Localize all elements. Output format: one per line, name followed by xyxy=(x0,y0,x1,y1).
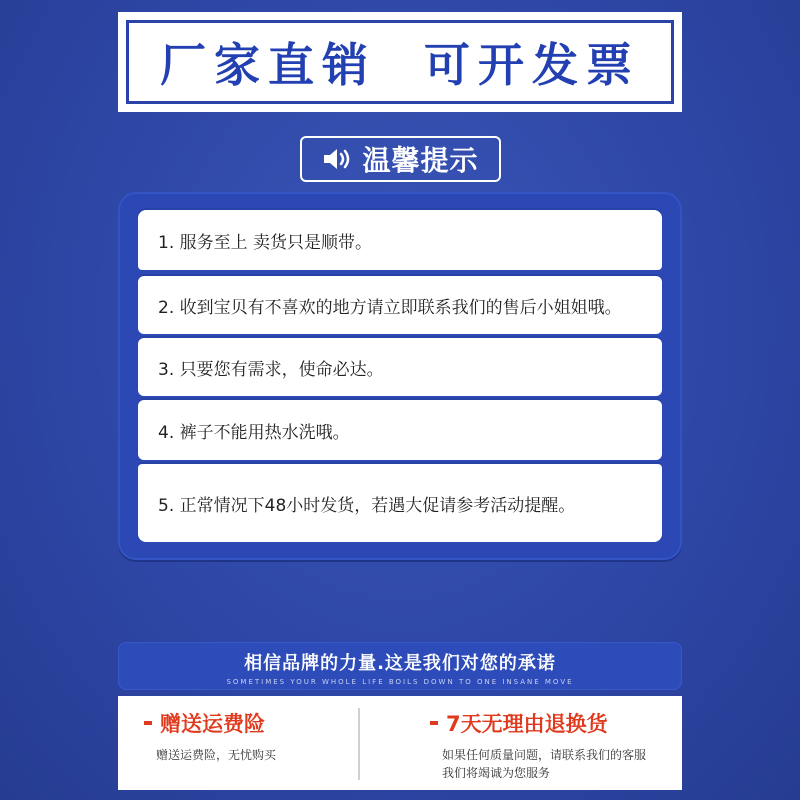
guarantee-returns xyxy=(396,696,682,790)
header-banner-frame xyxy=(126,20,674,104)
guarantee-line: 如果任何质量问题，请联系我们的客服 xyxy=(442,748,647,762)
guarantee-section xyxy=(118,696,682,790)
guarantee-title: 赠送运费险 xyxy=(160,712,265,736)
guarantee-shipping-insurance xyxy=(118,696,396,790)
header-banner-text: 厂家直销 可开发票 xyxy=(159,38,641,92)
notice-item: 4. 裤子不能用热水洗哦。 xyxy=(138,400,662,460)
promise-bar xyxy=(118,642,682,690)
notice-item: 1. 服务至上 卖货只是顺带。 xyxy=(138,210,662,270)
tip-header xyxy=(300,136,501,182)
bullet-icon xyxy=(430,721,438,725)
promise-title: 相信品牌的力量.这是我们对您的承诺 xyxy=(244,653,556,674)
tip-title: 温馨提示 xyxy=(362,144,479,177)
speaker-icon xyxy=(322,147,356,171)
promise-subtitle: SOMETIMES YOUR WHOLE LIFE BOILS DOWN TO ONE INSANE MOVE xyxy=(226,678,574,686)
guarantee-description xyxy=(430,746,682,782)
guarantee-title: 7天无理由退换货 xyxy=(446,712,608,736)
bullet-icon xyxy=(144,721,152,725)
header-banner xyxy=(118,12,682,112)
guarantee-line: 赠送运费险，无忧购买 xyxy=(156,748,277,762)
divider xyxy=(358,708,360,780)
notice-panel xyxy=(118,192,682,560)
guarantee-line: 我们将竭诚为您服务 xyxy=(442,766,551,780)
notice-item: 5. 正常情况下48小时发货，若遇大促请参考活动提醒。 xyxy=(138,464,662,542)
notice-item: 2. 收到宝贝有不喜欢的地方请立即联系我们的售后小姐姐哦。 xyxy=(138,276,662,334)
notice-item: 3. 只要您有需求，使命必达。 xyxy=(138,338,662,396)
